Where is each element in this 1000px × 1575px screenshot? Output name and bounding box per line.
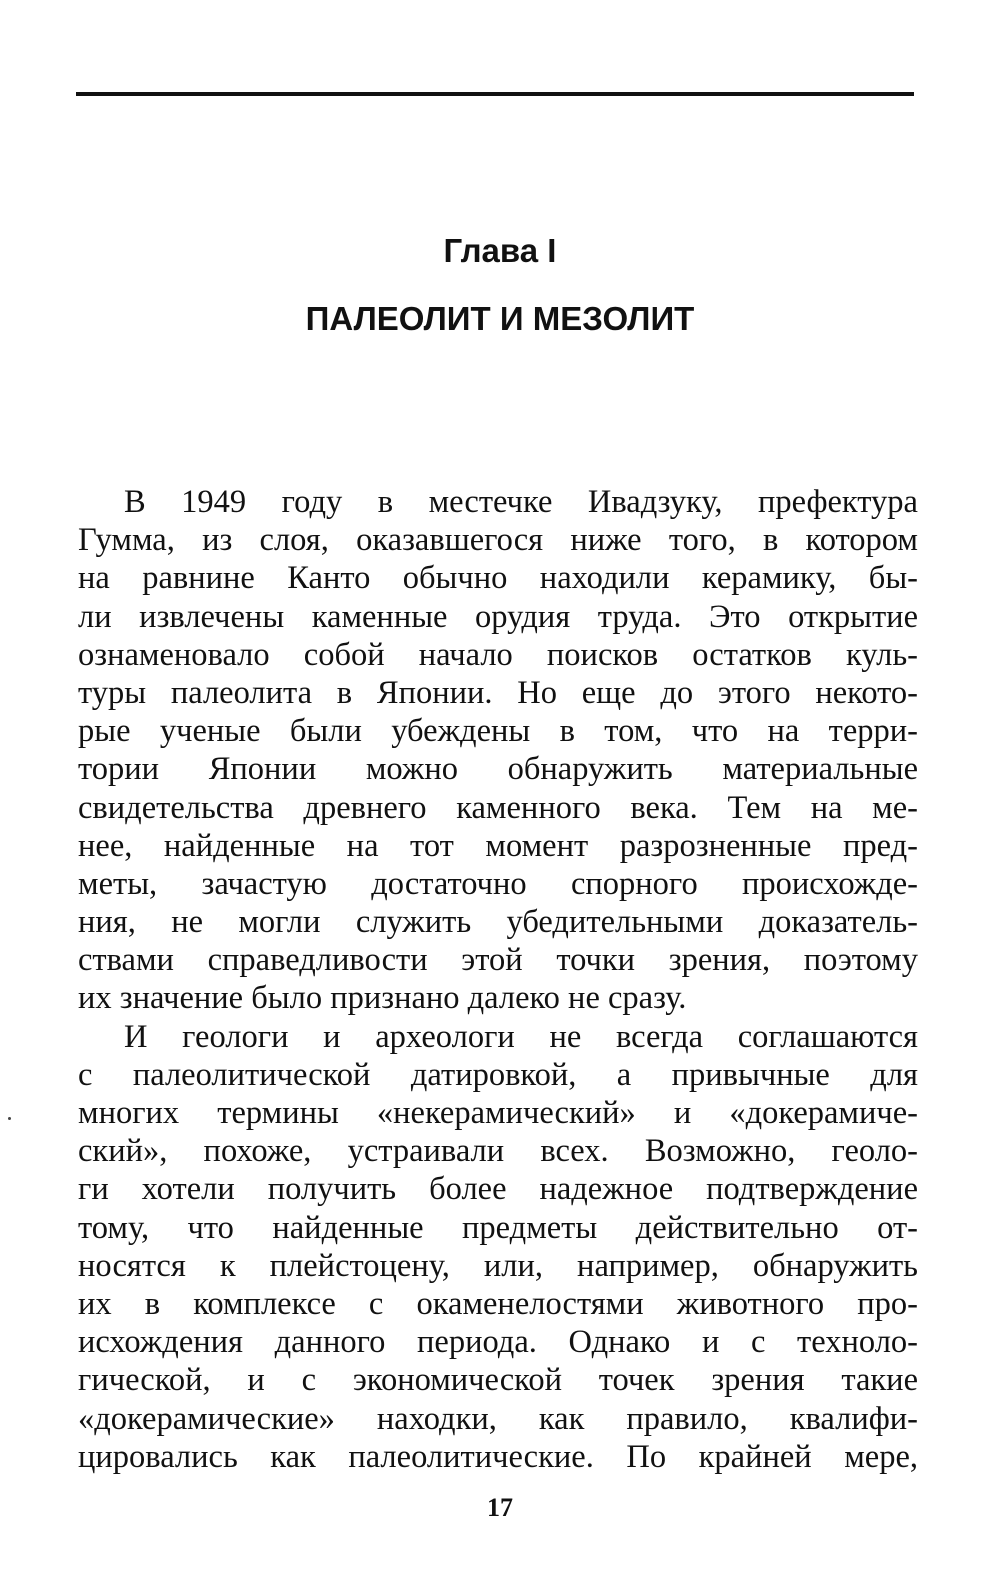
text-line: туры палеолита в Японии. Но еще до этого некото-: [78, 674, 918, 711]
text-line: ли извлечены каменные орудия труда. Это открытие: [78, 598, 918, 635]
text-line: тому, что найденные предметы действительно от-: [78, 1209, 918, 1246]
chapter-label: Глава I: [443, 232, 557, 269]
text-line: исхождения данного периода. Однако и с техноло-: [78, 1324, 918, 1361]
chapter-title: ПАЛЕОЛИТ И МЕЗОЛИТ: [305, 300, 695, 337]
paragraph-1: [78, 483, 918, 1018]
body-text: [78, 483, 918, 1476]
text-line: носятся к плейстоцену, или, например, обнаружить: [78, 1247, 918, 1284]
text-line: гической, и с экономической точек зрения такие: [78, 1362, 918, 1399]
text-line: свидетельства древнего каменного века. Тем на ме-: [78, 789, 918, 826]
text-line: В 1949 году в местечке Ивадзуку, префектура: [124, 484, 918, 520]
text-line: цировались как палеолитические. По крайней мере,: [78, 1438, 918, 1475]
text-line: ния, не могли служить убедительными доказатель-: [78, 904, 918, 941]
text-line: Гумма, из слоя, оказавшегося ниже того, в котором: [78, 522, 918, 559]
text-line: на равнине Канто обычно находили керамику, бы-: [78, 560, 918, 597]
text-line: с палеолитической датировкой, а привычные для: [78, 1056, 918, 1093]
scan-speck: [8, 1117, 11, 1120]
text-line: рые ученые были убеждены в том, что на терри-: [78, 713, 918, 750]
paragraph-2: [78, 1018, 918, 1476]
text-line: многих термины «некерамический» и «докерамиче-: [78, 1095, 918, 1131]
text-line: ствами справедливости этой точки зрения, поэтому: [78, 942, 918, 979]
text-line: их в комплексе с окаменелостями животного про-: [78, 1285, 918, 1322]
text-line: «докерамические» находки, как правило, квалифи-: [78, 1400, 918, 1437]
text-line: тории Японии можно обнаружить материальные: [78, 751, 918, 788]
text-line: меты, зачастую достаточно спорного происхожде-: [78, 865, 918, 902]
text-line: ознаменовало собой начало поисков остатков куль-: [78, 636, 918, 673]
text-line: ги хотели получить более надежное подтверждение: [78, 1171, 918, 1208]
text-line: ский», похоже, устраивали всех. Возможно, геоло-: [78, 1133, 918, 1170]
text-line: их значение было признано далеко не сразу.: [78, 980, 687, 1017]
page-number: 17: [487, 1493, 513, 1522]
header-rule: [76, 92, 914, 96]
text-line: нее, найденные на тот момент разрозненные пред-: [78, 827, 918, 864]
text-line: И геологи и археологи не всегда соглашаются: [124, 1018, 918, 1055]
